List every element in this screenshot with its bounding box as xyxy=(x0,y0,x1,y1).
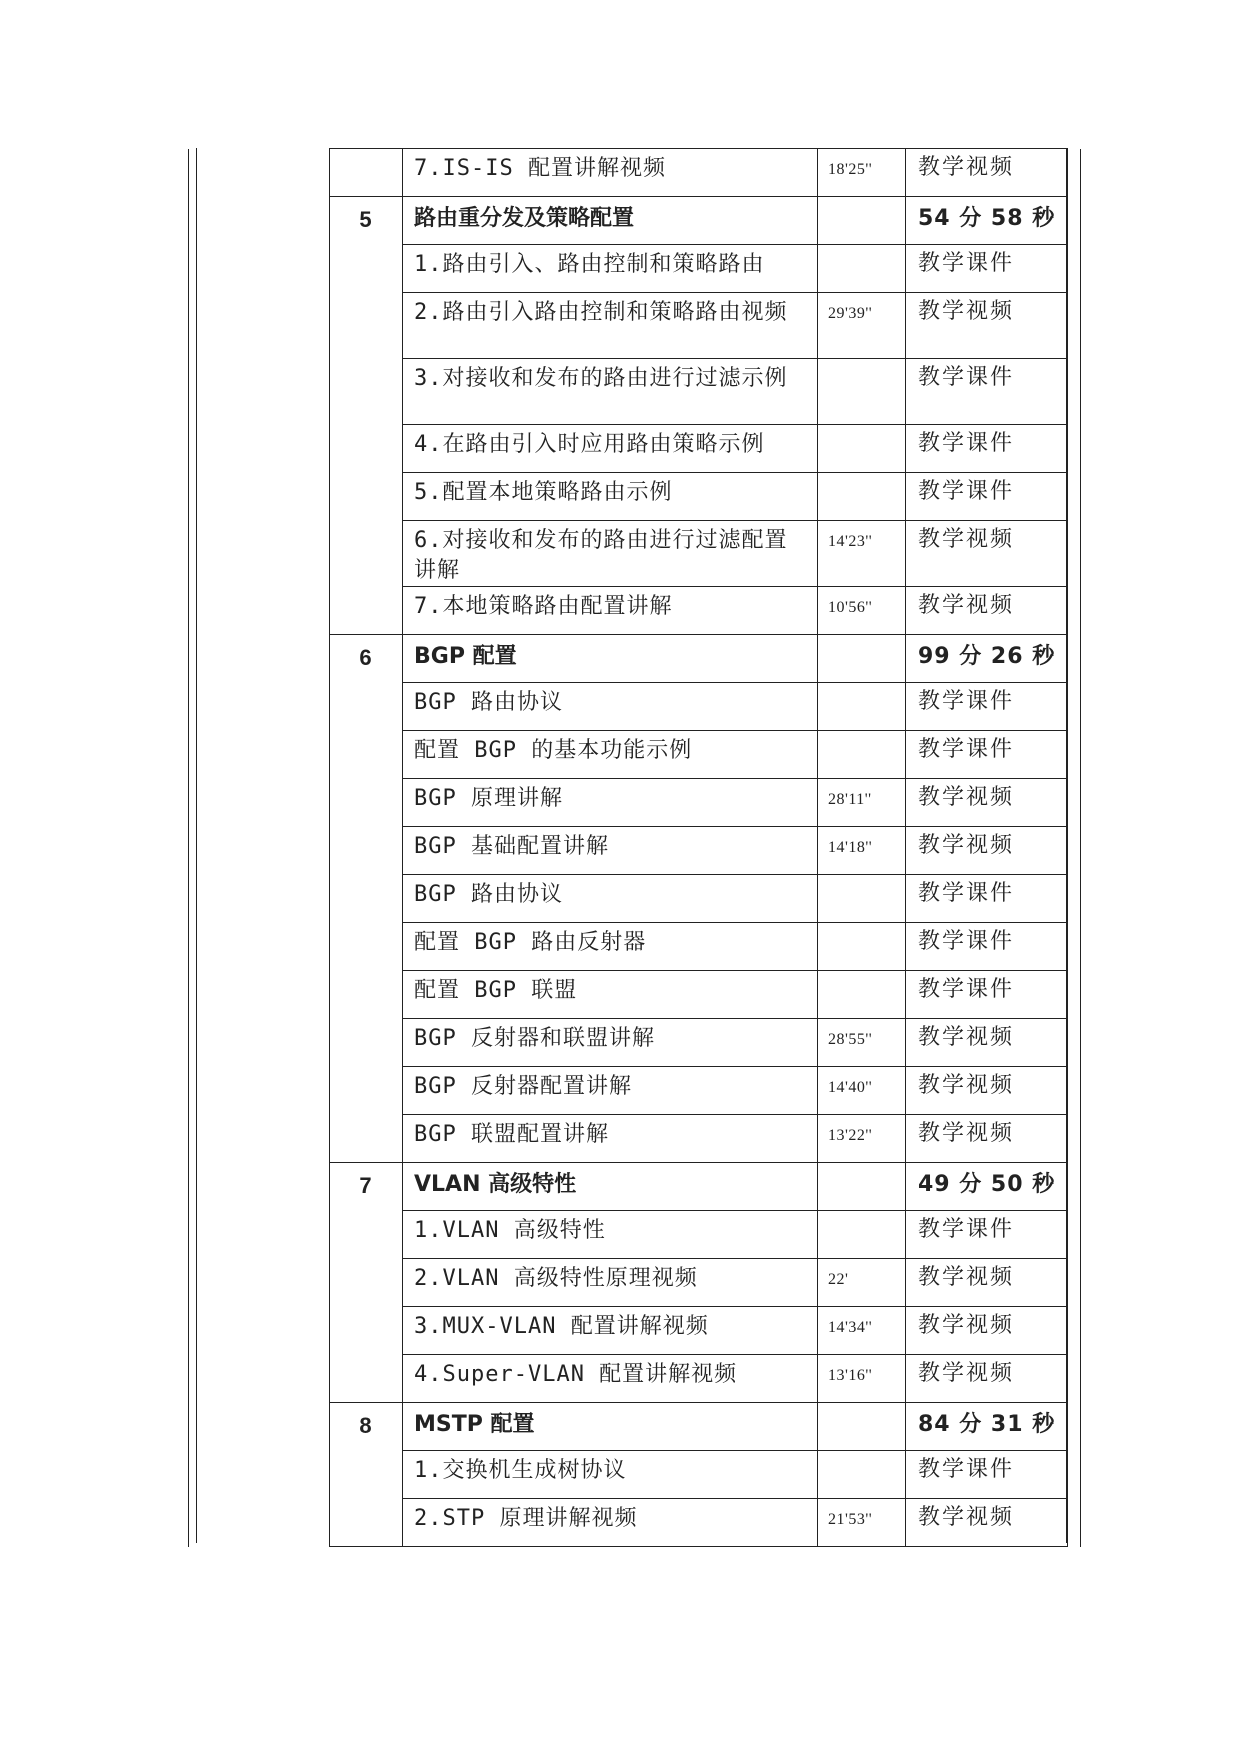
section-title-cell xyxy=(403,1163,818,1211)
duration: 18'25'' xyxy=(828,161,873,178)
duration xyxy=(828,473,897,479)
duration-cell xyxy=(818,923,906,971)
section-title-cell xyxy=(403,197,818,245)
duration-cell xyxy=(818,149,906,197)
item-title: BGP 基础配置讲解 xyxy=(414,834,609,859)
section-total-cell xyxy=(906,1403,1068,1451)
resource-type-cell xyxy=(906,1307,1068,1355)
duration-cell xyxy=(818,1019,906,1067)
resource-type-cell xyxy=(906,731,1068,779)
section-number xyxy=(330,149,402,157)
duration xyxy=(828,359,897,365)
duration-cell xyxy=(818,1163,906,1211)
item-title: 配置 BGP 路由反射器 xyxy=(414,930,647,955)
resource-type: 教学课件 xyxy=(918,365,1015,390)
section-total-cell xyxy=(906,635,1068,683)
duration: 14'34'' xyxy=(828,1319,873,1336)
item-title: 2.路由引入路由控制和策略路由视频 xyxy=(414,300,788,325)
item-title: 7.本地策略路由配置讲解 xyxy=(414,594,673,619)
item-title-cell xyxy=(403,587,818,635)
duration-cell xyxy=(818,1403,906,1451)
resource-type: 教学课件 xyxy=(918,881,1015,906)
course-table-body xyxy=(189,149,1081,1547)
item-title-cell xyxy=(403,923,818,971)
resource-type-cell xyxy=(906,521,1068,587)
duration-cell xyxy=(818,827,906,875)
resource-type-cell xyxy=(906,779,1068,827)
duration: 29'39'' xyxy=(828,305,873,322)
item-title: 1.路由引入、路由控制和策略路由 xyxy=(414,252,765,277)
duration-cell xyxy=(818,521,906,587)
item-title-cell xyxy=(403,1451,818,1499)
duration xyxy=(828,635,897,641)
resource-type: 教学课件 xyxy=(918,251,1015,276)
item-title: BGP 反射器和联盟讲解 xyxy=(414,1026,655,1051)
resource-type: 教学视频 xyxy=(918,785,1015,810)
item-title: 6.对接收和发布的路由进行过滤配置讲解 xyxy=(414,528,788,583)
resource-type-cell xyxy=(906,1211,1068,1259)
section-number-cell xyxy=(330,149,403,197)
duration: 13'22'' xyxy=(828,1127,873,1144)
course-content-table xyxy=(188,148,1081,1547)
duration xyxy=(828,245,897,251)
duration xyxy=(828,197,897,203)
item-title: BGP 原理讲解 xyxy=(414,786,563,811)
item-title: 4.Super-VLAN 配置讲解视频 xyxy=(414,1362,738,1387)
duration-cell xyxy=(818,359,906,425)
duration-cell xyxy=(818,1355,906,1403)
duration: 21'53'' xyxy=(828,1511,873,1528)
resource-type-cell xyxy=(906,1355,1068,1403)
section-total-time: 99 分 26 秒 xyxy=(918,644,1056,669)
duration-cell xyxy=(818,971,906,1019)
resource-type-cell xyxy=(906,1067,1068,1115)
duration-cell xyxy=(818,1307,906,1355)
resource-type: 教学视频 xyxy=(918,833,1015,858)
resource-type-cell xyxy=(906,1019,1068,1067)
item-title: 1.VLAN 高级特性 xyxy=(414,1218,606,1243)
duration xyxy=(828,1451,897,1457)
item-title-cell xyxy=(403,1115,818,1163)
duration-cell xyxy=(818,293,906,359)
resource-type-cell xyxy=(906,923,1068,971)
duration xyxy=(828,731,897,737)
right-margin-cell xyxy=(1068,149,1081,1547)
resource-type: 教学课件 xyxy=(918,977,1015,1002)
left-margin-cell xyxy=(189,149,330,1547)
item-title: BGP 路由协议 xyxy=(414,882,563,907)
duration-cell xyxy=(818,779,906,827)
duration-cell xyxy=(818,587,906,635)
section-title: 路由重分发及策略配置 xyxy=(414,206,635,231)
duration-cell xyxy=(818,1259,906,1307)
resource-type: 教学课件 xyxy=(918,929,1015,954)
resource-type: 教学视频 xyxy=(918,1073,1015,1098)
resource-type: 教学视频 xyxy=(918,1025,1015,1050)
item-title: 配置 BGP 的基本功能示例 xyxy=(414,738,693,763)
item-title: 3.MUX-VLAN 配置讲解视频 xyxy=(414,1314,709,1339)
resource-type-cell xyxy=(906,1259,1068,1307)
item-title-cell xyxy=(403,971,818,1019)
duration-cell xyxy=(818,1211,906,1259)
section-title: VLAN 高级特性 xyxy=(414,1172,577,1197)
resource-type-cell xyxy=(906,827,1068,875)
duration xyxy=(828,875,897,881)
item-title-cell xyxy=(403,293,818,359)
section-number: 6 xyxy=(359,645,373,670)
item-title: 1.交换机生成树协议 xyxy=(414,1458,627,1483)
item-title: 4.在路由引入时应用路由策略示例 xyxy=(414,432,765,457)
section-title-cell xyxy=(403,1403,818,1451)
duration: 10'56'' xyxy=(828,599,873,616)
duration-cell xyxy=(818,875,906,923)
resource-type: 教学视频 xyxy=(918,1313,1015,1338)
resource-type: 教学课件 xyxy=(918,1457,1015,1482)
resource-type: 教学视频 xyxy=(918,1121,1015,1146)
section-title: BGP 配置 xyxy=(414,644,517,669)
section-number: 7 xyxy=(359,1173,373,1198)
item-title-cell xyxy=(403,875,818,923)
resource-type-cell xyxy=(906,245,1068,293)
resource-type-cell xyxy=(906,293,1068,359)
duration: 14'18'' xyxy=(828,839,873,856)
duration: 28'11'' xyxy=(828,791,872,808)
duration: 14'23'' xyxy=(828,533,873,550)
duration xyxy=(828,1163,897,1169)
item-title: 2.VLAN 高级特性原理视频 xyxy=(414,1266,698,1291)
resource-type-cell xyxy=(906,971,1068,1019)
item-title: BGP 联盟配置讲解 xyxy=(414,1122,609,1147)
resource-type: 教学视频 xyxy=(918,299,1015,324)
duration xyxy=(828,425,897,431)
section-number-cell xyxy=(330,635,403,1163)
duration-cell xyxy=(818,473,906,521)
section-number-cell xyxy=(330,1403,403,1547)
section-total-time: 54 分 58 秒 xyxy=(918,206,1056,231)
duration-cell xyxy=(818,197,906,245)
resource-type-cell xyxy=(906,1451,1068,1499)
resource-type-cell xyxy=(906,683,1068,731)
duration-cell xyxy=(818,1067,906,1115)
section-total-cell xyxy=(906,197,1068,245)
section-total-time: 49 分 50 秒 xyxy=(918,1172,1056,1197)
item-title: 5.配置本地策略路由示例 xyxy=(414,480,673,505)
resource-type: 教学课件 xyxy=(918,1217,1015,1242)
item-title-cell xyxy=(403,521,818,587)
item-title: BGP 路由协议 xyxy=(414,690,563,715)
duration: 14'40'' xyxy=(828,1079,873,1096)
resource-type: 教学视频 xyxy=(918,1361,1015,1386)
item-title-cell xyxy=(403,1211,818,1259)
item-title-cell xyxy=(403,731,818,779)
resource-type-cell xyxy=(906,1115,1068,1163)
item-title-cell xyxy=(403,1019,818,1067)
item-title: BGP 反射器配置讲解 xyxy=(414,1074,632,1099)
item-title-cell xyxy=(403,1259,818,1307)
item-title: 2.STP 原理讲解视频 xyxy=(414,1506,638,1531)
duration xyxy=(828,971,897,977)
resource-type-cell xyxy=(906,1499,1068,1547)
section-number: 5 xyxy=(359,207,373,232)
duration-cell xyxy=(818,245,906,293)
item-title-cell xyxy=(403,245,818,293)
item-title: 7.IS-IS 配置讲解视频 xyxy=(414,156,666,181)
item-title-cell xyxy=(403,359,818,425)
resource-type: 教学视频 xyxy=(918,1505,1015,1530)
resource-type: 教学课件 xyxy=(918,431,1015,456)
duration-cell xyxy=(818,1499,906,1547)
resource-type-cell xyxy=(906,149,1068,197)
resource-type-cell xyxy=(906,587,1068,635)
section-title: MSTP 配置 xyxy=(414,1412,535,1437)
duration-cell xyxy=(818,1451,906,1499)
duration: 22' xyxy=(828,1271,849,1288)
resource-type: 教学课件 xyxy=(918,479,1015,504)
item-title: 配置 BGP 联盟 xyxy=(414,978,578,1003)
item-title-cell xyxy=(403,827,818,875)
resource-type: 教学课件 xyxy=(918,689,1015,714)
resource-type: 教学视频 xyxy=(918,155,1015,180)
duration-cell xyxy=(818,635,906,683)
duration xyxy=(828,683,897,689)
duration-cell xyxy=(818,683,906,731)
resource-type: 教学课件 xyxy=(918,737,1015,762)
item-title-cell xyxy=(403,1307,818,1355)
duration xyxy=(828,923,897,929)
section-number: 8 xyxy=(359,1413,373,1438)
item-title-cell xyxy=(403,779,818,827)
item-title-cell xyxy=(403,1355,818,1403)
duration-cell xyxy=(818,731,906,779)
resource-type-cell xyxy=(906,359,1068,425)
section-total-time: 84 分 31 秒 xyxy=(918,1412,1056,1437)
section-total-cell xyxy=(906,1163,1068,1211)
duration: 13'16'' xyxy=(828,1367,873,1384)
section-number-cell xyxy=(330,1163,403,1403)
item-title: 3.对接收和发布的路由进行过滤示例 xyxy=(414,366,788,391)
duration-cell xyxy=(818,1115,906,1163)
item-title-cell xyxy=(403,1499,818,1547)
duration xyxy=(828,1403,897,1409)
item-title-cell xyxy=(403,683,818,731)
resource-type-cell xyxy=(906,875,1068,923)
item-title-cell xyxy=(403,425,818,473)
resource-type: 教学视频 xyxy=(918,593,1015,618)
resource-type-cell xyxy=(906,473,1068,521)
item-title-cell xyxy=(403,473,818,521)
section-number-cell xyxy=(330,197,403,635)
section-title-cell xyxy=(403,635,818,683)
resource-type: 教学视频 xyxy=(918,1265,1015,1290)
item-title-cell xyxy=(403,149,818,197)
duration xyxy=(828,1211,897,1217)
duration-cell xyxy=(818,425,906,473)
item-title-cell xyxy=(403,1067,818,1115)
resource-type: 教学视频 xyxy=(918,527,1015,552)
resource-type-cell xyxy=(906,425,1068,473)
duration: 28'55'' xyxy=(828,1031,873,1048)
table-row xyxy=(189,149,1081,197)
